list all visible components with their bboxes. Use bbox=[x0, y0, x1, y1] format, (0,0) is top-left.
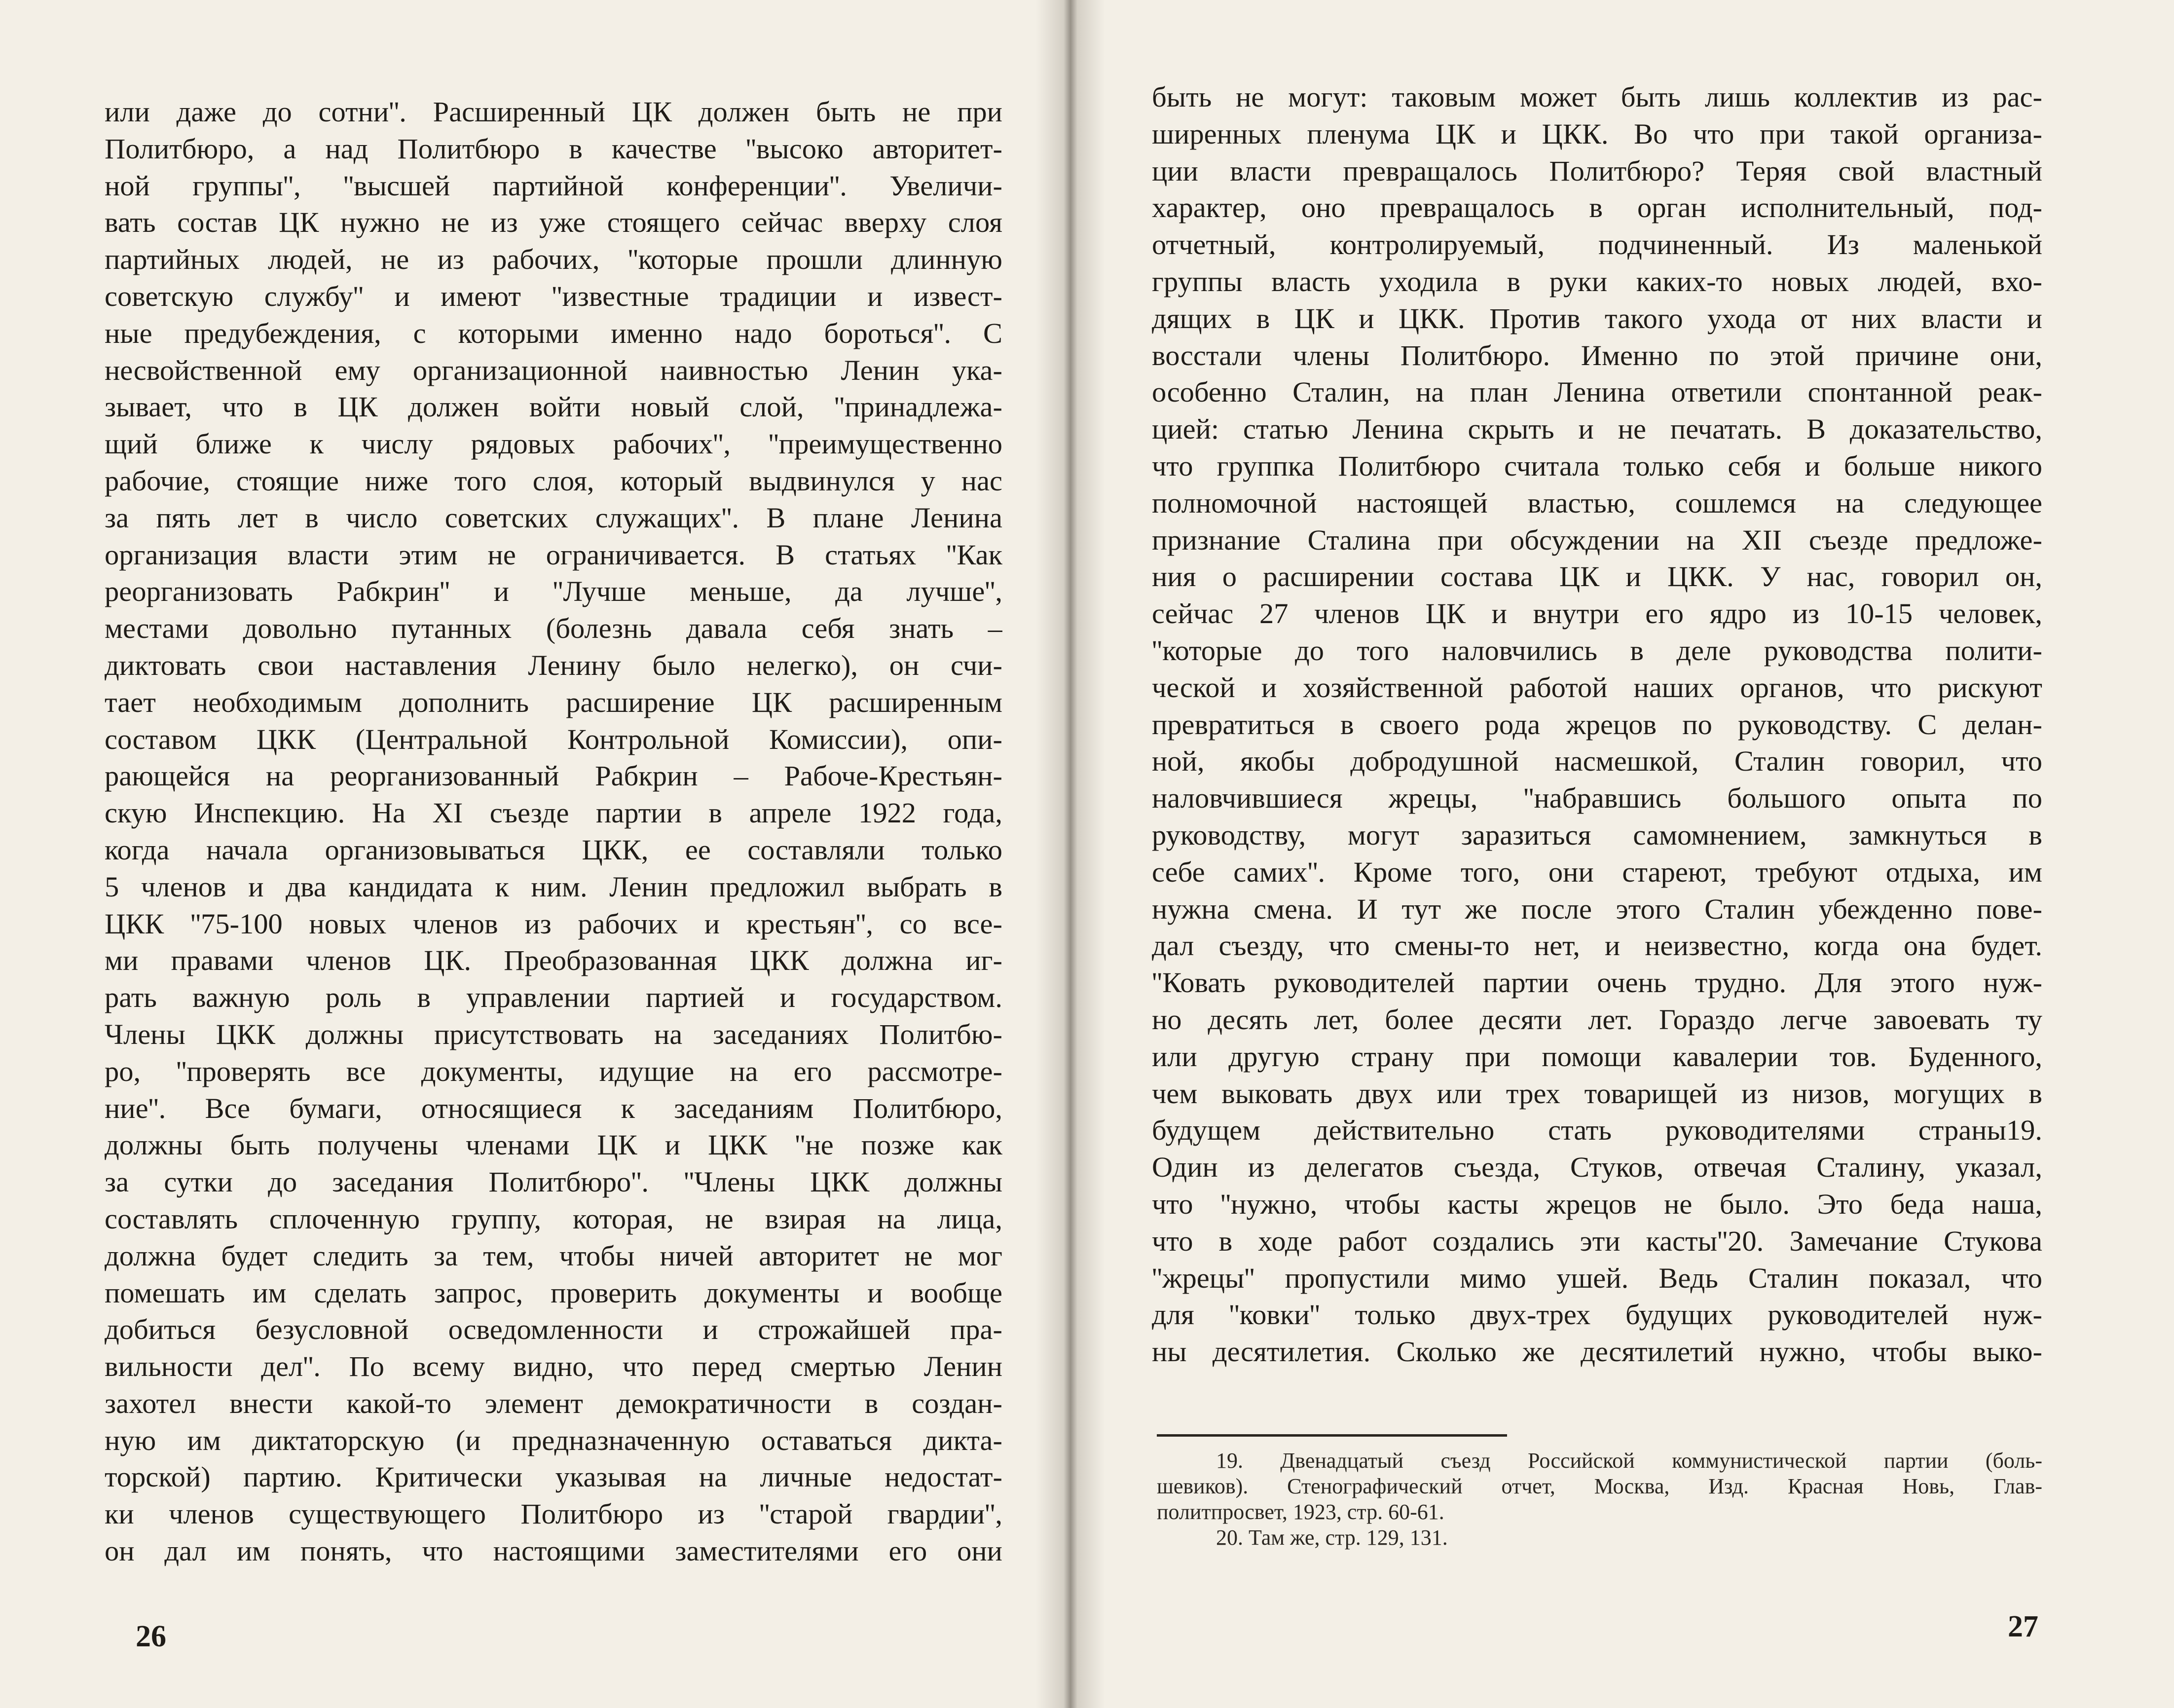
text-line: зывает, что в ЦК должен войти новый слой, ''принадлежа- bbox=[105, 391, 1002, 423]
text-line: составом ЦКК (Центральной Контрольной Комиссии), опи- bbox=[105, 723, 1002, 755]
text-line: ции власти превращалось Политбюро? Теряя свой властный bbox=[1152, 154, 2042, 187]
footnote-line: 19. Двенадцатый съезд Российской коммунистической партии (боль- bbox=[1216, 1448, 2042, 1473]
text-line: что ''нужно, чтобы касты жрецов не было. Это беда наша, bbox=[1152, 1188, 2042, 1220]
text-line: отчетный, контролируемый, подчиненный. Из маленькой bbox=[1152, 228, 2042, 261]
text-line: ми правами членов ЦК. Преобразованная ЦКК должна иг- bbox=[105, 944, 1002, 977]
footnote-line: 20. Там же, стр. 129, 131. bbox=[1216, 1525, 1448, 1550]
text-line: тает необходимым дополнить расширение ЦК расширенным bbox=[105, 686, 1002, 718]
text-line: за сутки до заседания Политбюро''. ''Члены ЦКК должны bbox=[105, 1166, 1002, 1198]
text-line: местами довольно путанных (болезнь давала себя знать – bbox=[105, 612, 1002, 645]
text-line: чем выковать двух или трех товарищей из низов, могущих в bbox=[1152, 1077, 2042, 1110]
text-line: ''Ковать руководителей партии очень трудно. Для этого нуж- bbox=[1152, 966, 2042, 999]
text-line: ной, якобы добродушной насмешкой, Сталин говорил, что bbox=[1152, 745, 2042, 778]
text-line: дал съезду, что смены-то нет, и неизвестно, когда она будет. bbox=[1152, 929, 2042, 962]
text-line: добиться безусловной осведомленности и строжайшей пра- bbox=[105, 1313, 1002, 1346]
left-page-text bbox=[105, 94, 1002, 1570]
text-line: щий ближе к числу рядовых рабочих'', ''преимущественно bbox=[105, 428, 1002, 460]
text-line: скую Инспекцию. На XI съезде партии в апреле 1922 года, bbox=[105, 797, 1002, 829]
text-line: несвойственной ему организационной наивностью Ленин ука- bbox=[105, 354, 1002, 386]
text-line: полномочной настоящей властью, сошлемся на следующее bbox=[1152, 486, 2042, 519]
text-line: организация власти этим не ограничивается. В статьях ''Как bbox=[105, 538, 1002, 571]
text-line: Один из делегатов съезда, Стуков, отвечая Сталину, указал, bbox=[1152, 1151, 2042, 1184]
text-line: восстали члены Политбюро. Именно по этой причине они, bbox=[1152, 339, 2042, 371]
footnotes bbox=[1157, 1448, 2042, 1551]
text-line: ны десятилетия. Сколько же десятилетий нужно, чтобы выко- bbox=[1152, 1336, 2042, 1368]
text-line: ной группы'', ''высшей партийной конференции''. Увеличи- bbox=[105, 169, 1002, 202]
text-line: для ''ковки'' только двух-трех будущих руководителей нуж- bbox=[1152, 1299, 2042, 1331]
text-line: ''жрецы'' пропустили мимо ушей. Ведь Сталин показал, что bbox=[1152, 1262, 2042, 1294]
text-line: признание Сталина при обсуждении на XII съезде предложе- bbox=[1152, 523, 2042, 556]
text-line: когда начала организовываться ЦКК, ее составляли только bbox=[105, 833, 1002, 866]
text-line: вать состав ЦК нужно не из уже стоящего сейчас вверху слоя bbox=[105, 206, 1002, 239]
text-line: или даже до сотни''. Расширенный ЦК должен быть не при bbox=[105, 96, 1002, 128]
footnote-line: политпросвет, 1923, стр. 60-61. bbox=[1157, 1500, 1444, 1524]
footnote-line: шевиков). Стенографический отчет, Москва, Изд. Красная Новь, Глав- bbox=[1157, 1474, 2042, 1498]
text-line: себе самих''. Кроме того, они стареют, требуют отдыха, им bbox=[1152, 855, 2042, 888]
text-line: ро, ''проверять все документы, идущие на его рассмотре- bbox=[105, 1055, 1002, 1087]
text-line: ние''. Все бумаги, относящиеся к заседаниям Политбюро, bbox=[105, 1092, 1002, 1124]
text-line: рать важную роль в управлении партией и государством. bbox=[105, 981, 1002, 1014]
text-line: нужна смена. И тут же после этого Сталин убежденно пове- bbox=[1152, 892, 2042, 925]
text-line: ки членов существующего Политбюро из ''старой гвардии'', bbox=[105, 1498, 1002, 1530]
text-line: группы власть уходила в руки каких-то новых людей, вхо- bbox=[1152, 265, 2042, 297]
text-line: составлять сплоченную группу, которая, не взирая на лица, bbox=[105, 1202, 1002, 1235]
text-line: советскую службу'' и имеют ''известные традиции и извест- bbox=[105, 280, 1002, 312]
text-line: должны быть получены членами ЦК и ЦКК ''не позже как bbox=[105, 1129, 1002, 1161]
text-line: будущем действительно стать руководителями страны19. bbox=[1152, 1114, 2042, 1147]
text-line: захотел внести какой-то элемент демократичности в создан- bbox=[105, 1387, 1002, 1419]
text-line: торской) партию. Критически указывая на личные недостат- bbox=[105, 1461, 1002, 1493]
text-line: за пять лет в число советских служащих''. В плане Ленина bbox=[105, 501, 1002, 534]
text-line: но десять лет, более десяти лет. Гораздо легче завоевать ту bbox=[1152, 1003, 2042, 1036]
text-line: ные предубеждения, с которыми именно надо бороться''. С bbox=[105, 317, 1002, 349]
text-line: превратиться в своего рода жрецов по руководству. С делан- bbox=[1152, 708, 2042, 741]
text-line: должна будет следить за тем, чтобы ничей авторитет не мог bbox=[105, 1239, 1002, 1272]
text-line: диктовать свои наставления Ленину было нелегко), он счи- bbox=[105, 649, 1002, 681]
footnote-divider bbox=[1157, 1434, 1507, 1437]
text-line: партийных людей, не из рабочих, ''которые прошли длинную bbox=[105, 243, 1002, 276]
text-line: особенно Сталин, на план Ленина ответили спонтанной реак- bbox=[1152, 376, 2042, 408]
text-line: ческой и хозяйственной работой наших органов, что рискуют bbox=[1152, 671, 2042, 704]
page-number-left: 26 bbox=[136, 1620, 166, 1653]
text-line: реорганизовать Рабкрин'' и ''Лучше меньше, да лучше'', bbox=[105, 575, 1002, 608]
text-line: ния о расширении состава ЦК и ЦКК. У нас, говорил он, bbox=[1152, 560, 2042, 593]
text-line: ЦКК ''75-100 новых членов из рабочих и крестьян'', со все- bbox=[105, 907, 1002, 940]
text-line: быть не могут: таковым может быть лишь коллектив из рас- bbox=[1152, 81, 2042, 113]
text-line: ''которые до того наловчились в деле руководства полити- bbox=[1152, 634, 2042, 667]
text-line: вильности дел''. По всему видно, что перед смертью Ленин bbox=[105, 1350, 1002, 1383]
text-line: рающейся на реорганизованный Рабкрин – Рабоче-Крестьян- bbox=[105, 760, 1002, 792]
page-number-right: 27 bbox=[2008, 1610, 2038, 1643]
text-line: сейчас 27 членов ЦК и внутри его ядро из 10-15 человек, bbox=[1152, 597, 2042, 630]
right-page-text bbox=[1152, 79, 2042, 1371]
text-line: характер, оно превращалось в орган исполнительный, под- bbox=[1152, 191, 2042, 224]
text-line: помешать им сделать запрос, проверить документы и вообще bbox=[105, 1276, 1002, 1309]
text-line: 5 членов и два кандидата к ним. Ленин предложил выбрать в bbox=[105, 870, 1002, 903]
text-line: наловчившиеся жрецы, ''набравшись большого опыта по bbox=[1152, 782, 2042, 815]
text-line: дящих в ЦК и ЦКК. Против такого ухода от них власти и bbox=[1152, 302, 2042, 334]
text-line: Политбюро, а над Политбюро в качестве ''высоко авторитет- bbox=[105, 132, 1002, 165]
left-page bbox=[0, 0, 1066, 1708]
text-line: или другую страну при помощи кавалерии тов. Буденного, bbox=[1152, 1040, 2042, 1073]
text-line: ную им диктаторскую (и предназначенную оставаться дикта- bbox=[105, 1424, 1002, 1456]
text-line: цией: статью Ленина скрыть и не печатать. В доказательство, bbox=[1152, 413, 2042, 446]
text-line: что группка Политбюро считала только себя и больше никого bbox=[1152, 449, 2042, 482]
book-gutter bbox=[1036, 0, 1105, 1708]
text-line: рабочие, стоящие ниже того слоя, который выдвинулся у нас bbox=[105, 464, 1002, 497]
text-line: ширенных пленума ЦК и ЦКК. Во что при такой организа- bbox=[1152, 117, 2042, 150]
text-line: Члены ЦКК должны присутствовать на заседаниях Политбю- bbox=[105, 1018, 1002, 1050]
text-line: что в ходе работ создались эти касты''20. Замечание Стукова bbox=[1152, 1225, 2042, 1257]
text-line: руководству, могут заразиться самомнением, замкнуться в bbox=[1152, 818, 2042, 851]
text-line: он дал им понять, что настоящими заместителями его они bbox=[105, 1535, 1002, 1567]
